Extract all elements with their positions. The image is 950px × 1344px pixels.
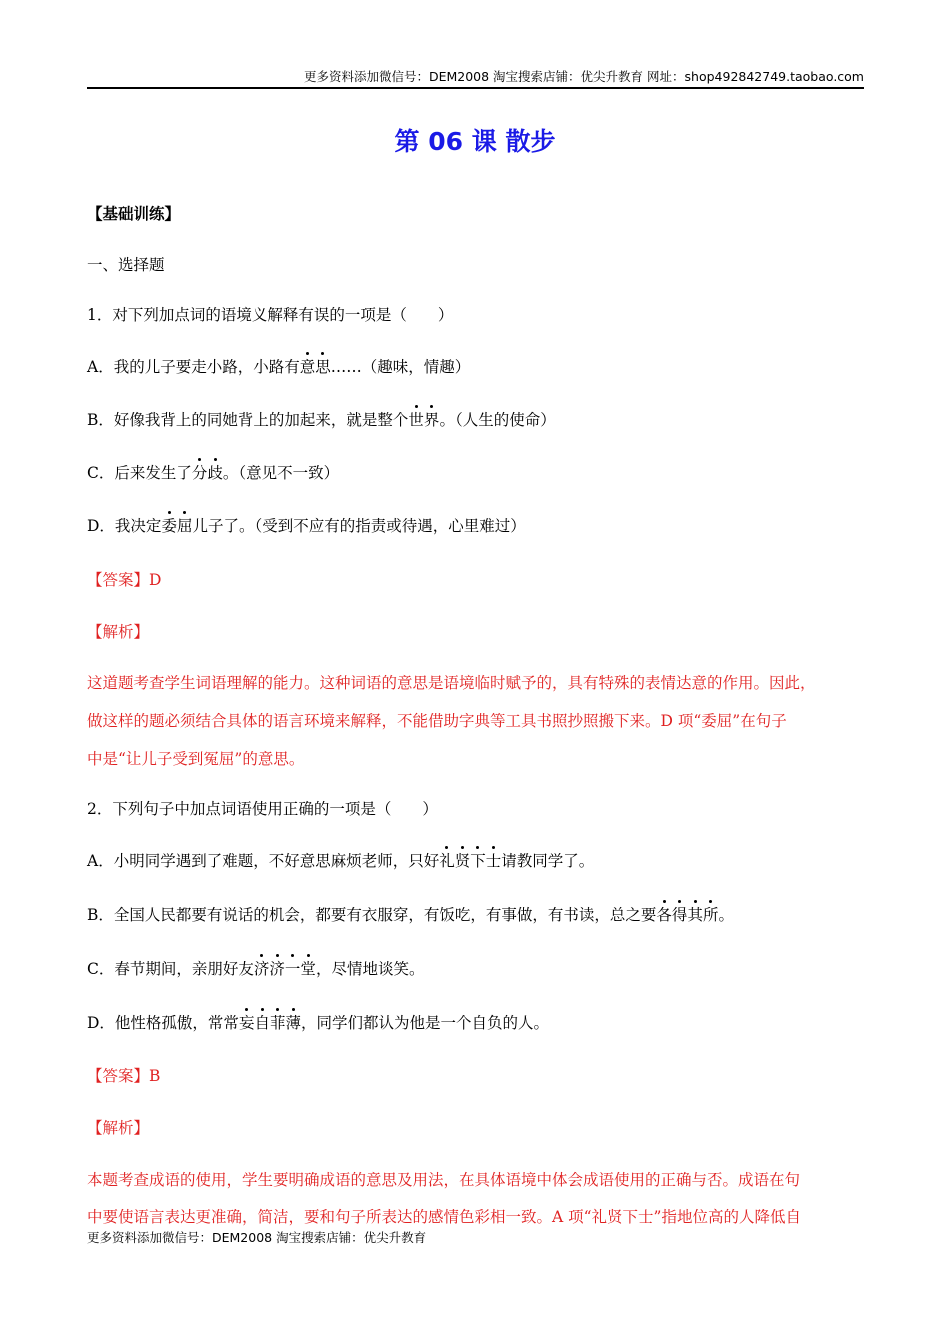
- dotted-char: 一: [285, 957, 301, 979]
- q2-option-d: [87, 1011, 549, 1033]
- dotted-char: 薄: [285, 1011, 301, 1033]
- part-heading: 一、选择题: [87, 256, 165, 274]
- q1-b-gloss: 。（人生的使命）: [439, 411, 556, 429]
- header-divider: [87, 87, 864, 89]
- lesson-title: 第 06 课 散步: [394, 127, 556, 156]
- dotted-char: 堂: [300, 957, 316, 979]
- q2-b-text: B．全国人民都要有说话的机会，都要有衣服穿，有饭吃，有事做，有书读，总之要: [87, 906, 657, 924]
- q1-a-gloss: ……（趣味，情趣）: [330, 358, 471, 376]
- dotted-char: 委: [161, 514, 177, 536]
- page-header: 更多资料添加微信号：DEM2008 淘宝搜索店铺：优尖升教育 网址：shop492842749.taobao.com: [303, 69, 864, 84]
- q2-option-c: [87, 957, 424, 979]
- q2-answer: 【答案】B: [87, 1067, 161, 1085]
- q1-analysis-line: 中是“让儿子受到冤屈”的意思。: [87, 750, 305, 768]
- dotted-char: 歧: [207, 461, 223, 483]
- q2-analysis-line: 中要使语言表达更准确，简洁，要和句子所表达的感情色彩相一致。A 项“礼贤下士”指地位高的人降低自: [87, 1208, 801, 1226]
- q1-analysis-line: 做这样的题必须结合具体的语言环境来解释，不能借助字典等工具书照抄照搬下来。D 项“委屈”在句子: [87, 712, 787, 730]
- q2-option-a: [87, 849, 594, 871]
- dotted-char: 妄: [239, 1011, 255, 1033]
- dotted-char: 各: [656, 903, 672, 925]
- q2-a-text: A．小明同学遇到了难题，不好意思麻烦老师，只好: [87, 852, 440, 870]
- q2-a-tail: 请教同学了。: [501, 852, 595, 870]
- q1-d-gloss: 儿子了。（受到不应有的指责或待遇，心里难过）: [192, 517, 526, 535]
- q2-d-text: D．他性格孤傲，常常: [87, 1014, 239, 1032]
- dotted-char: 所: [703, 903, 719, 925]
- q1-stem: 1．对下列加点词的语境义解释有误的一项是（ ）: [87, 306, 454, 324]
- q2-analysis-label: 【解析】: [87, 1119, 150, 1137]
- q2-analysis-line: 本题考查成语的使用，学生要明确成语的意思及用法，在具体语境中体会成语使用的正确与否。成语在句: [87, 1171, 801, 1189]
- section-heading: 【基础训练】: [87, 204, 181, 223]
- q2-option-b: [87, 903, 734, 925]
- q1-analysis-line: 这道题考查学生词语理解的能力。这种词语的意思是语境临时赋予的，具有特殊的表情达意的作用。因此，: [87, 674, 816, 692]
- dotted-char: 菲: [270, 1011, 286, 1033]
- dotted-char: 其: [687, 903, 703, 925]
- q1-option-c: [87, 461, 339, 483]
- q2-d-tail: ，同学们都认为他是一个自负的人。: [301, 1014, 550, 1032]
- dotted-char: 屈: [177, 514, 193, 536]
- dotted-char: 贤: [455, 849, 471, 871]
- q1-a-text: A．我的儿子要走小路，小路有: [87, 358, 300, 376]
- dotted-char: 分: [192, 461, 208, 483]
- q1-answer: 【答案】D: [87, 571, 162, 589]
- dotted-char: 意: [300, 355, 316, 377]
- q2-c-text: C．春节期间，亲朋好友: [87, 960, 254, 978]
- dotted-char: 自: [254, 1011, 270, 1033]
- q1-d-text: D．我决定: [87, 517, 162, 535]
- q1-option-d: [87, 514, 526, 536]
- q2-b-tail: 。: [718, 906, 734, 924]
- dotted-char: 得: [672, 903, 688, 925]
- dotted-char: 济: [254, 957, 270, 979]
- q1-option-b: [87, 408, 556, 430]
- dotted-char: 礼: [439, 849, 455, 871]
- q1-analysis-label: 【解析】: [87, 623, 150, 641]
- q1-c-gloss: 。（意见不一致）: [222, 464, 340, 482]
- dotted-char: 世: [408, 408, 424, 430]
- page-footer: 更多资料添加微信号：DEM2008 淘宝搜索店铺：优尖升教育: [87, 1230, 427, 1245]
- dotted-char: 士: [486, 849, 502, 871]
- dotted-char: 下: [470, 849, 486, 871]
- dotted-char: 界: [424, 408, 440, 430]
- q1-c-text: C．后来发生了: [87, 464, 192, 482]
- dotted-char: 济: [269, 957, 285, 979]
- q2-c-tail: ，尽情地谈笑。: [315, 960, 425, 978]
- q1-b-text: B．好像我背上的同她背上的加起来，就是整个: [87, 411, 409, 429]
- dotted-char: 思: [315, 355, 331, 377]
- q2-stem: 2．下列句子中加点词语使用正确的一项是（ ）: [87, 800, 438, 818]
- q1-option-a: [87, 355, 470, 377]
